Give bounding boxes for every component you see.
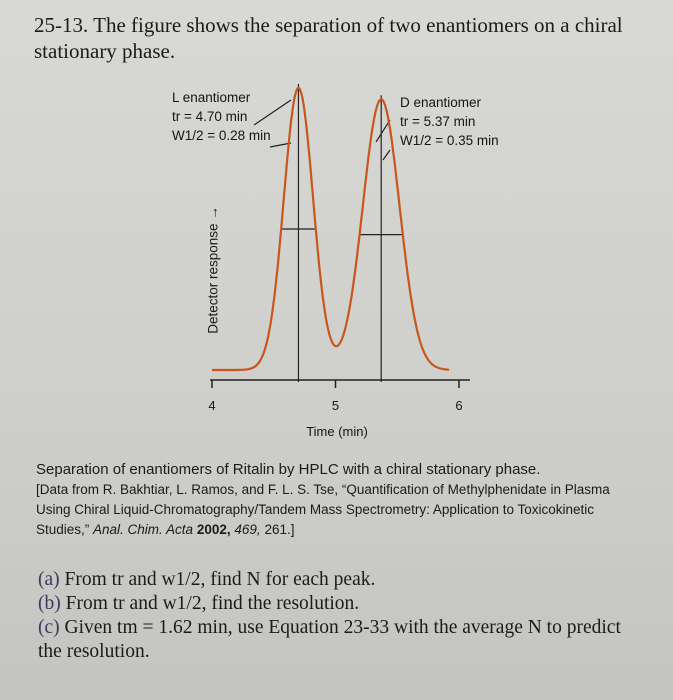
l-enantiomer-tr: tr = 4.70 min (172, 109, 248, 124)
question-a (38, 568, 648, 592)
problem-number: 25-13. (34, 13, 89, 37)
question-c-letter: (c) (38, 617, 60, 638)
caption-source-text: [Data from R. Bakhtiar, L. Ramos, and F. L. S. Tse, “Quantification of Methylphenidate in Plasma Using Chiral Liquid-Chromatography/Tandem Mass Spectrometry: Application to Toxicokinetic Studies,” (36, 482, 610, 537)
question-b (38, 592, 648, 616)
d-enantiomer-tr: tr = 5.37 min (400, 114, 476, 129)
d-enantiomer-whalf: W1/2 = 0.35 min (400, 133, 499, 148)
caption-pages: 261.] (264, 522, 295, 537)
chromatogram-trace (212, 88, 449, 370)
x-tick-label: 6 (455, 398, 463, 413)
caption-source (36, 480, 646, 540)
l-enantiomer-whalf: W1/2 = 0.28 min (172, 128, 271, 143)
x-axis-ticks (208, 380, 462, 413)
d-leader-line-2 (383, 150, 390, 160)
question-b-letter: (b) (38, 593, 61, 614)
caption-volume: 469, (234, 522, 261, 537)
d-enantiomer-label: D enantiomer (400, 95, 482, 110)
l-enantiomer-label: L enantiomer (172, 90, 251, 105)
x-tick-label: 5 (331, 398, 340, 413)
caption-journal: Anal. Chim. Acta (93, 522, 194, 537)
question-c-text: Given tm = 1.62 min, use Equation 23-33 with the average N to predict the resolution. (38, 617, 621, 662)
d-leader-line (376, 120, 390, 142)
question-a-letter: (a) (38, 569, 60, 590)
question-b-text: From tr and w1/2, find the resolution. (65, 593, 360, 614)
l-leader-line (254, 100, 291, 125)
x-tick-label: 4 (208, 398, 216, 413)
problem-text: The figure shows the separation of two enantiomers on a chiral stationary phase. (34, 13, 623, 63)
x-axis-label: Time (min) (306, 424, 368, 439)
y-axis-label: Detector response → (205, 206, 221, 334)
question-list (38, 568, 648, 664)
question-c (38, 616, 648, 664)
figure-caption (36, 460, 646, 540)
caption-main: Separation of enantiomers of Ritalin by HPLC with a chiral stationary phase. (36, 461, 541, 478)
question-a-text: From tr and w1/2, find N for each peak. (64, 569, 376, 590)
caption-year: 2002, (196, 522, 231, 537)
